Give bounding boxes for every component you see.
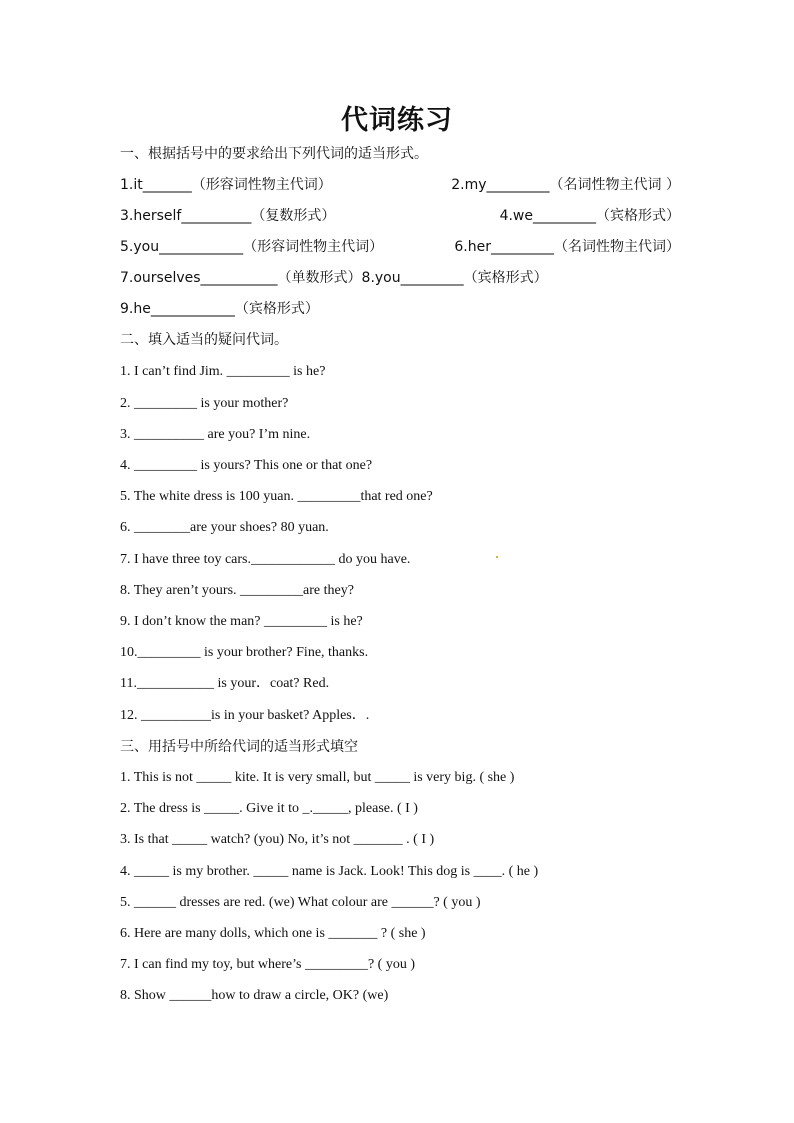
question-item: 2. _________ is your mother? bbox=[120, 396, 289, 411]
section1-row-2 bbox=[120, 206, 680, 226]
section2-heading: 二、填入适当的疑问代词。 bbox=[120, 332, 288, 348]
section1-row-3 bbox=[120, 237, 680, 257]
question-item: 7. I have three toy cars.____________ do you have. bbox=[120, 552, 411, 567]
question-item: 4. _________ is yours? This one or that one? bbox=[120, 458, 373, 473]
fill-item: 5. ______ dresses are red. (we) What colour are ______? ( you ) bbox=[120, 895, 481, 910]
section1-item-6: 6.her_________（名词性物主代词） bbox=[454, 239, 680, 255]
fill-item: 2. The dress is _____. Give it to _._____, please. ( I ) bbox=[120, 801, 418, 816]
section1-item-2: 2.my_________（名词性物主代词 ） bbox=[451, 177, 680, 193]
fill-item: 1. This is not _____ kite. It is very small, but _____ is very big. ( she ) bbox=[120, 770, 515, 785]
fill-item: 8. Show ______how to draw a circle, OK? (we) bbox=[120, 988, 389, 1003]
question-item: 9. I don’t know the man? _________ is he? bbox=[120, 614, 363, 629]
question-item: 1. I can’t find Jim. _________ is he? bbox=[120, 364, 326, 379]
question-item: 11.___________ is your．coat? Red. bbox=[120, 676, 330, 691]
section1-item-5: 5.you____________（形容词性物主代词） bbox=[120, 239, 384, 255]
fill-item: 7. I can find my toy, but where’s _________? ( you ) bbox=[120, 957, 415, 972]
section3-heading: 三、用括号中所给代词的适当形式填空 bbox=[120, 739, 358, 755]
section1-row-4: 7.ourselves___________（单数形式）8.you_________（宾格形式） bbox=[120, 270, 548, 286]
section1-item-4: 4.we_________（宾格形式） bbox=[499, 208, 680, 224]
question-item: 10._________ is your brother? Fine, thanks. bbox=[120, 645, 369, 660]
fill-item: 4. _____ is my brother. _____ name is Jack. Look! This dog is ____. ( he ) bbox=[120, 864, 539, 879]
question-item: 6. ________are your shoes? 80 yuan. bbox=[120, 520, 329, 535]
question-item: 12. __________is in your basket? Apples．. bbox=[120, 708, 370, 723]
fill-item: 3. Is that _____ watch? (you) No, it’s not _______ . ( I ) bbox=[120, 832, 435, 847]
section1-item-3: 3.herself__________（复数形式） bbox=[120, 208, 336, 224]
fill-item: 6. Here are many dolls, which one is _______ ? ( she ) bbox=[120, 926, 426, 941]
question-item: 8. They aren’t yours. _________are they? bbox=[120, 583, 354, 598]
section1-row-5: 9.he____________（宾格形式） bbox=[120, 301, 319, 317]
question-item: 3. __________ are you? I’m nine. bbox=[120, 427, 311, 442]
stray-mark bbox=[496, 556, 498, 558]
question-item: 5. The white dress is 100 yuan. _________that red one? bbox=[120, 489, 433, 504]
section1-item-1: 1.it_______（形容词性物主代词） bbox=[120, 177, 332, 193]
section1-row-1 bbox=[120, 175, 680, 195]
page-title: 代词练习 bbox=[341, 105, 453, 136]
section1-heading: 一、根据括号中的要求给出下列代词的适当形式。 bbox=[120, 146, 428, 162]
